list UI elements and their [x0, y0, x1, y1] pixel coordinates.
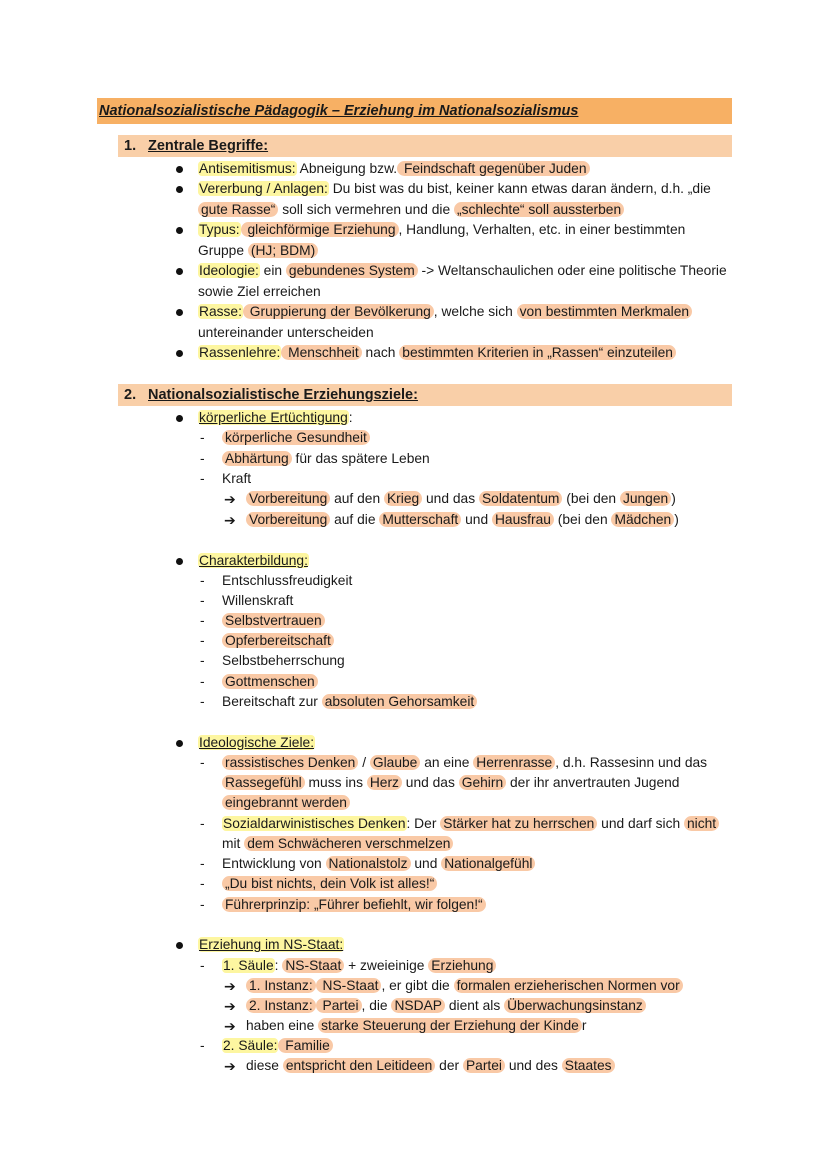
list-item: [222, 449, 430, 469]
text: und: [461, 512, 492, 527]
section-2-heading: [118, 384, 732, 406]
highlight: Führerprinzip: „Führer befiehlt, wir folgen!“: [222, 897, 486, 912]
highlight: Vorbereitung: [246, 491, 330, 506]
subsection-title-text: Ideologische Ziele:: [199, 735, 315, 750]
highlight: Überwachungsinstanz: [504, 998, 646, 1013]
highlight: Familie: [278, 1038, 332, 1053]
text: (bei den: [562, 491, 620, 506]
dash-icon: -: [200, 816, 205, 831]
highlight: Selbstvertrauen: [222, 613, 325, 628]
list-item: Entschlussfreudigkeit: [222, 573, 353, 588]
highlight: absoluten Gehorsamkeit: [322, 694, 478, 709]
term-highlight: Rasse:: [199, 304, 242, 319]
bullet-icon: [176, 740, 183, 747]
text: Entwicklung von: [222, 856, 326, 871]
highlight: eingebrannt werden: [222, 795, 350, 810]
highlight: Partei: [316, 998, 362, 1013]
highlight: dem Schwächeren verschmelzen: [244, 836, 453, 851]
text: Gruppe: [198, 243, 248, 258]
arrow-item: [246, 510, 679, 530]
term-highlight: 1. Säule: [223, 958, 274, 973]
highlight: Nationalgefühl: [441, 856, 535, 871]
text: nach: [361, 345, 400, 360]
list-item: [222, 895, 486, 915]
text: /: [358, 755, 370, 770]
term-highlight: Antisemitismus:: [199, 161, 296, 176]
section-2-number: 2.: [124, 387, 137, 403]
text: r: [581, 1018, 587, 1033]
highlight: Stärker hat zu herrschen: [440, 816, 597, 831]
list-item: [222, 611, 325, 631]
subsection-title: [198, 935, 344, 955]
list-item: [222, 672, 318, 692]
highlight: Glaube: [370, 755, 421, 770]
list-item: [222, 814, 719, 834]
term-highlight: Vererbung / Anlagen:: [199, 181, 328, 196]
text: Du bist was du bist, keiner kann etwas daran ändern, d.h. „die: [328, 181, 711, 196]
text: auf die: [330, 512, 380, 527]
list-item: [198, 220, 685, 240]
highlight: gleichförmige Erziehung: [241, 222, 399, 237]
text: , die: [361, 998, 392, 1013]
highlight: Herz: [367, 775, 402, 790]
list-item: [222, 1036, 333, 1056]
section-2-title: Nationalsozialistische Erziehungsziele:: [148, 387, 418, 403]
text: und: [410, 856, 442, 871]
list-item: Selbstbeherrschung: [222, 653, 345, 668]
highlight: Soldatentum: [479, 491, 562, 506]
arrow-item: [246, 996, 646, 1016]
term-highlight: Ideologie:: [199, 263, 259, 278]
highlight: Nationalstolz: [326, 856, 411, 871]
list-item: [222, 428, 370, 448]
term-highlight: Typus:: [199, 222, 240, 237]
text: der: [435, 1058, 463, 1073]
list-item: [222, 874, 437, 894]
text: -> Weltanschaulichen oder eine politische Theorie: [417, 263, 727, 278]
dash-icon: -: [200, 876, 205, 891]
highlight: formalen erzieherischen Normen vor: [454, 978, 683, 993]
section-1-title: Zentrale Begriffe:: [148, 138, 269, 154]
list-item: Willenskraft: [222, 593, 294, 608]
text: , welche sich: [433, 304, 517, 319]
list-item: [198, 261, 727, 281]
highlight: Opferbereitschaft: [222, 633, 334, 648]
highlight: Hausfrau: [492, 512, 554, 527]
highlight: Gruppierung der Bevölkerung: [243, 304, 434, 319]
text: für das spätere Leben: [291, 451, 430, 466]
arrow-item: [246, 1016, 586, 1036]
arrow-right-icon: ➔: [224, 978, 236, 994]
text: , er gibt die: [381, 978, 454, 993]
text: und darf sich: [597, 816, 684, 831]
arrow-right-icon: ➔: [224, 1018, 236, 1034]
highlight: entspricht den Leitideen: [283, 1058, 436, 1073]
term-highlight: Rassenlehre:: [199, 345, 281, 360]
dash-icon: -: [200, 755, 205, 770]
bullet-icon: [176, 227, 183, 234]
text: ein: [259, 263, 286, 278]
text: Abneigung bzw.: [296, 161, 398, 176]
highlight: nicht: [684, 816, 719, 831]
list-item: [198, 159, 590, 179]
text: , d.h. Rassesinn und das: [555, 755, 708, 770]
section-1-number: 1.: [124, 138, 137, 154]
list-item-continued: [222, 834, 453, 854]
text: soll sich vermehren und die: [278, 202, 455, 217]
list-item: [198, 343, 676, 363]
text: diese: [246, 1058, 283, 1073]
subsection-title: [198, 408, 353, 428]
text: : Der: [406, 816, 441, 831]
text: + zweieinige: [344, 958, 429, 973]
list-item: [222, 692, 477, 712]
list-item-continued: [222, 793, 350, 813]
subsection-title: [198, 551, 309, 571]
highlight: 2. Instanz:: [246, 998, 316, 1013]
subsection-title-text: Erziehung im NS-Staat:: [199, 937, 344, 952]
highlight: Partei: [463, 1058, 505, 1073]
text: muss ins: [304, 775, 367, 790]
list-item-continued: [222, 773, 679, 793]
highlight: „schlechte“ soll aussterben: [454, 202, 624, 217]
bullet-icon: [176, 268, 183, 275]
highlight: NS-Staat: [316, 978, 382, 993]
bullet-icon: [176, 350, 183, 357]
text: ): [671, 491, 676, 506]
text: an eine: [420, 755, 474, 770]
highlight: rassistisches Denken: [222, 755, 358, 770]
text: und das: [401, 775, 459, 790]
arrow-right-icon: ➔: [224, 998, 236, 1014]
arrow-right-icon: ➔: [224, 1058, 236, 1074]
text: und das: [422, 491, 479, 506]
list-item-continued: untereinander unterscheiden: [198, 325, 374, 340]
text: , Handlung, Verhalten, etc. in einer bestimmten: [398, 222, 686, 237]
bullet-icon: [176, 558, 183, 565]
highlight: von bestimmten Merkmalen: [517, 304, 692, 319]
dash-icon: -: [200, 471, 205, 486]
highlight: „Du bist nichts, dein Volk ist alles!“: [222, 876, 437, 891]
list-item-continued: sowie Ziel erreichen: [198, 284, 321, 299]
text: dient als: [445, 998, 505, 1013]
highlight: körperliche Gesundheit: [222, 430, 370, 445]
highlight: Erziehung: [428, 958, 496, 973]
list-item: [198, 302, 692, 322]
highlight: Krieg: [384, 491, 422, 506]
dash-icon: -: [200, 694, 205, 709]
list-item: Kraft: [222, 471, 252, 486]
dash-icon: -: [200, 451, 205, 466]
dash-icon: -: [200, 633, 205, 648]
dash-icon: -: [200, 856, 205, 871]
arrow-item: [246, 976, 683, 996]
highlight: Rassegefühl: [222, 775, 305, 790]
arrow-right-icon: ➔: [224, 512, 236, 528]
highlight: gebundenes System: [286, 263, 418, 278]
highlight: Mädchen: [611, 512, 674, 527]
list-item-continued: [198, 200, 624, 220]
text: (bei den: [553, 512, 612, 527]
highlight: starke Steuerung der Erziehung der Kinde: [318, 1018, 582, 1033]
text: ): [674, 512, 679, 527]
text: mit: [222, 836, 245, 851]
subsection-title-text: Charakterbildung:: [199, 553, 308, 568]
highlight: 1. Instanz:: [246, 978, 316, 993]
list-item-continued: [198, 241, 318, 261]
text: und des: [505, 1058, 562, 1073]
dash-icon: -: [200, 958, 205, 973]
dash-icon: -: [200, 674, 205, 689]
arrow-right-icon: ➔: [224, 491, 236, 507]
term-highlight: Sozialdarwinistisches Denken: [223, 816, 406, 831]
highlight: NSDAP: [391, 998, 445, 1013]
highlight: (HJ; BDM): [248, 243, 318, 258]
text: Bereitschaft zur: [222, 694, 322, 709]
text: der ihr anvertrauten Jugend: [506, 775, 680, 790]
dash-icon: -: [200, 613, 205, 628]
bullet-icon: [176, 309, 183, 316]
text: :: [274, 958, 283, 973]
highlight: Jungen: [620, 491, 671, 506]
list-item: [222, 956, 496, 976]
list-item: [198, 179, 711, 199]
highlight: bestimmten Kriterien in „Rassen“ einzuteilen: [399, 345, 676, 360]
bullet-icon: [176, 186, 183, 193]
term-highlight: 2. Säule:: [223, 1038, 278, 1053]
text: :: [348, 410, 353, 425]
dash-icon: -: [200, 1038, 205, 1053]
dash-icon: -: [200, 573, 205, 588]
highlight: Mutterschaft: [379, 512, 461, 527]
highlight: gute Rasse“: [198, 202, 278, 217]
dash-icon: -: [200, 653, 205, 668]
text: haben eine: [246, 1018, 319, 1033]
highlight: Gehirn: [459, 775, 506, 790]
dash-icon: -: [200, 593, 205, 608]
subsection-title: [198, 733, 315, 753]
bullet-icon: [176, 942, 183, 949]
bullet-icon: [176, 415, 183, 422]
list-item: [222, 753, 707, 773]
text: auf den: [330, 491, 384, 506]
highlight: Vorbereitung: [246, 512, 330, 527]
highlight: NS-Staat: [282, 958, 344, 973]
arrow-item: [246, 489, 676, 509]
dash-icon: -: [200, 897, 205, 912]
list-item: [222, 854, 535, 874]
highlight: Staates: [562, 1058, 615, 1073]
list-item: [222, 631, 334, 651]
section-1-heading: [118, 135, 732, 157]
highlight: Herrenrasse: [473, 755, 555, 770]
arrow-item: [246, 1056, 615, 1076]
subsection-title-text: körperliche Ertüchtigung: [199, 410, 348, 425]
highlight: Menschheit: [281, 345, 361, 360]
dash-icon: -: [200, 430, 205, 445]
bullet-icon: [176, 166, 183, 173]
highlight: Abhärtung: [222, 451, 292, 466]
highlight: Gottmenschen: [222, 674, 318, 689]
document-title: Nationalsozialistische Pädagogik – Erziehung im Nationalsozialismus: [97, 98, 732, 124]
highlight: Feindschaft gegenüber Juden: [397, 161, 589, 176]
